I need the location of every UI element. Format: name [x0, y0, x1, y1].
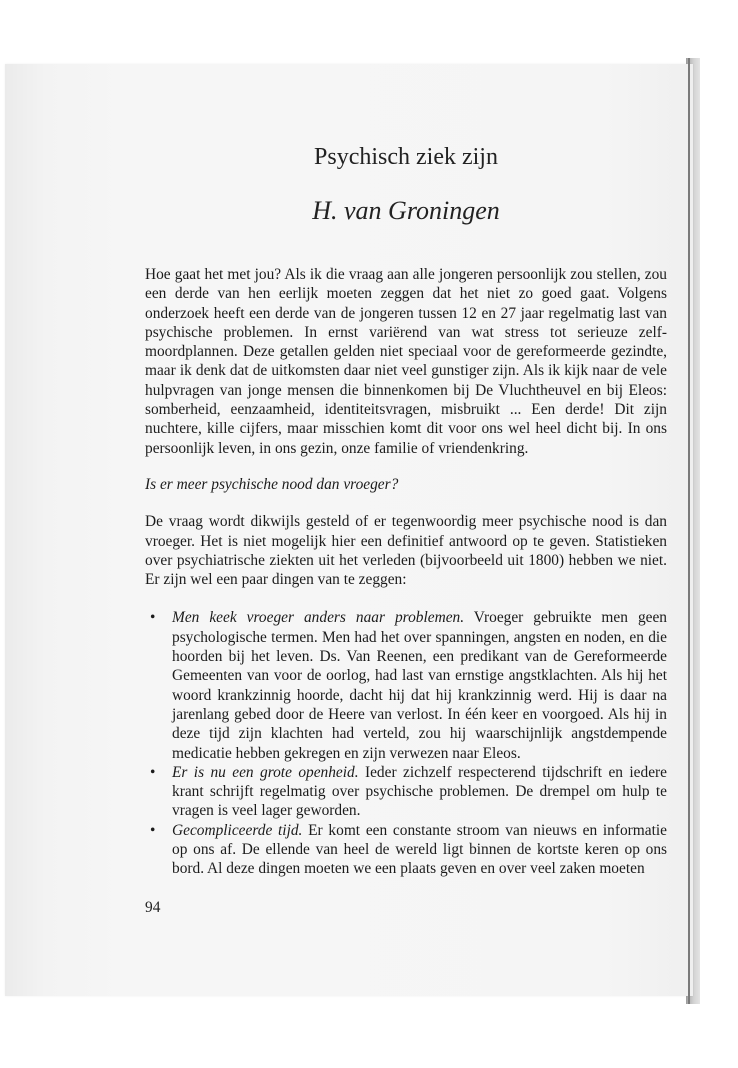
bullet-list — [145, 608, 667, 878]
bullet-icon: • — [150, 763, 156, 781]
bullet-text: Ieder zichzelf respecterend tijdschrift en iedere krant schrijft regelmatig over psychische problemen. De drempel om hulp te vragen is veel lager geworden. — [172, 763, 667, 820]
section-heading: Is er meer psychische nood dan vroeger? — [145, 475, 399, 493]
list-item — [145, 608, 667, 762]
list-item — [145, 763, 667, 821]
bullet-lead: Er is nu een grote openheid. — [172, 763, 359, 781]
author-name: H. van Groningen — [312, 196, 500, 225]
list-item — [145, 821, 667, 879]
bullet-icon: • — [150, 609, 156, 627]
page-content — [145, 140, 667, 879]
bullet-lead: Gecompliceerde tijd. — [172, 821, 303, 839]
bullet-text: Vroeger gebruikte men geen psychologische termen. Men had het over spanningen, angsten en noden, en die hoorden bij het leven. Ds. Van Reenen, een predikant van de Gereformeerde Gemeenten van voor de oorlog, had last van ernstige angstklachten. Als hij het woord krankzinnig hoorde, dacht hij dat hij krankzinnig werd. Hij is daar na jarenlang gebed door de Heere van verlost. In één keer en voorgoed. Als hij in deze tijd zijn klachten had verteld, zou hij waarschijnlijk angstdempende medicatie hebben gekregen en zijn verwezen naar Eleos. — [172, 609, 667, 762]
page-edge-line — [688, 58, 690, 1004]
section-paragraph: De vraag wordt dikwijls gesteld of er tegenwoordig meer psychische nood is dan vroeger. Het is niet mogelijk hier een definitief antwoord op te geven. Statistieken over psychiatrische ziekten uit het verleden (bijvoorbeeld uit 1800) hebben we niet. Er zijn wel een paar dingen van te zeggen: — [145, 513, 667, 589]
bullet-lead: Men keek vroeger anders naar problemen. — [172, 609, 465, 627]
bullet-icon: • — [150, 821, 156, 839]
bullet-text: Er komt een constante stroom van nieuws en informatie op ons af. De ellende van heel de wereld ligt binnen de kortste keren op ons bord. Al deze dingen moeten we een plaats geven en over veel zaken moeten — [172, 821, 667, 878]
chapter-title: Psychisch ziek zijn — [314, 144, 498, 170]
page-number: 94 — [145, 899, 161, 916]
intro-paragraph: Hoe gaat het met jou? Als ik die vraag aan alle jongeren persoonlijk zou stellen, zou een derde van hen eerlijk moeten zeggen dat het niet zo goed gaat. Volgens onderzoek heeft een derde van de jongeren tussen 12 en 27 jaar regelmatig last van psychische problemen. In ernst variërend van wat stress tot serieuze zelfmoordplannen. Deze getallen gelden niet speciaal voor de gereformeerde gezindte, maar ik denk dat de uitkomsten daar niet veel gunstiger zijn. Als ik kijk naar de vele hulpvragen van jonge mensen die binnenkomen bij De Vluchtheuvel en bij Eleos: somberheid, eenzaamheid, identiteitsvragen, misbruikt ... Een derde! Dit zijn nuchtere, kille cijfers, maar misschien komt dit voor ons wel heel dicht bij. In ons persoonlijk leven, in ons gezin, onze familie of vriendenkring. — [145, 266, 667, 457]
